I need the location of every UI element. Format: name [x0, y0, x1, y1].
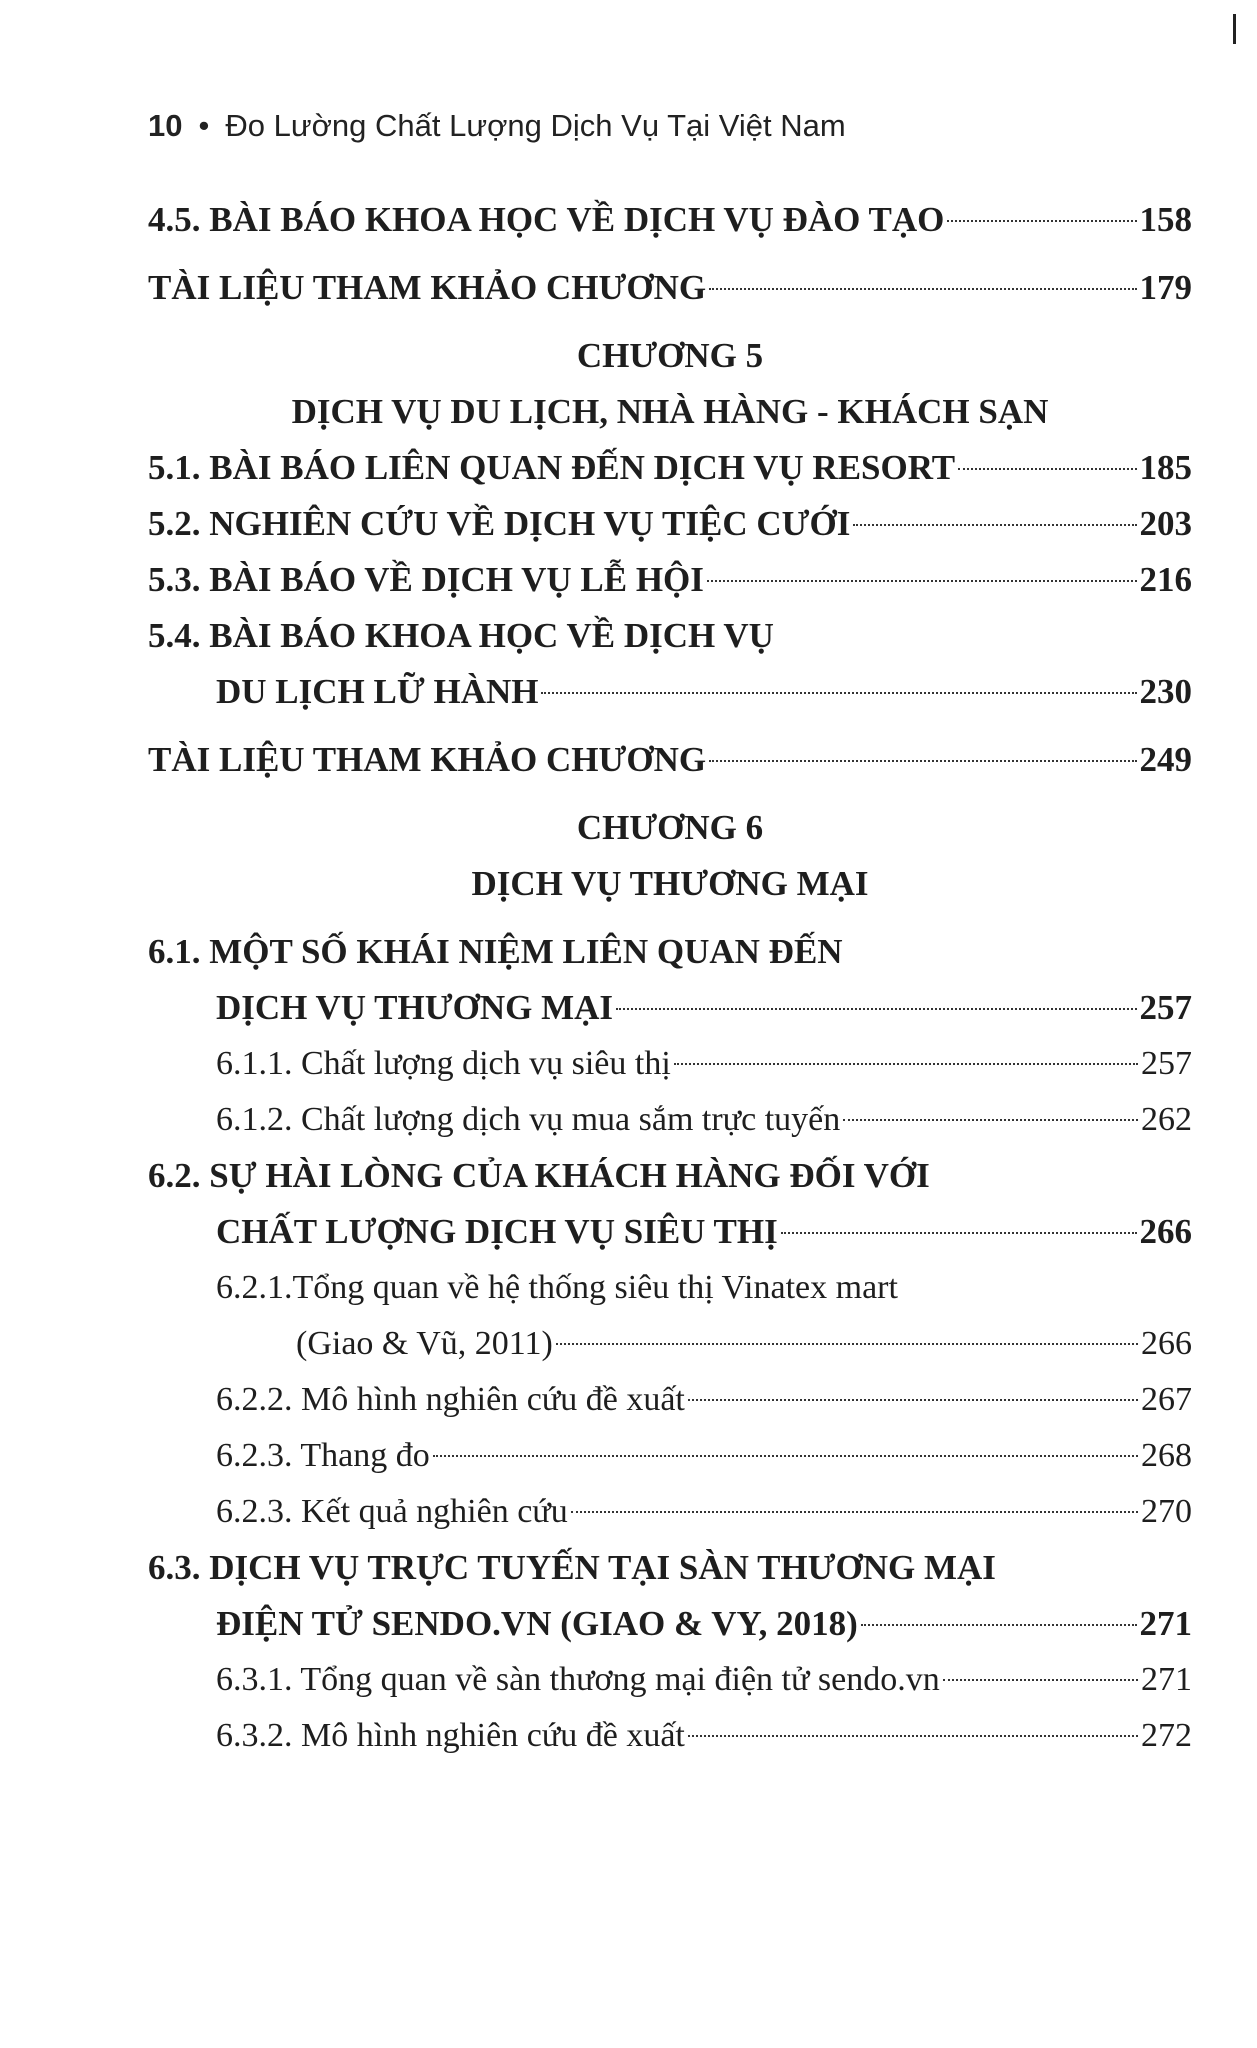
dot-leader — [433, 1455, 1138, 1457]
toc-entry-title-line2: DU LỊCH LỮ HÀNH — [216, 672, 539, 711]
dot-leader — [688, 1735, 1138, 1737]
toc-entry-references-ch5[interactable] — [148, 732, 1192, 788]
toc-entry-title: 6.3.1. Tổng quan về sàn thương mại điện tử sendo.vn — [216, 1661, 940, 1698]
toc-entry-title-line1: 6.2.1.Tổng quan về hệ thống siêu thị Vinatex mart — [216, 1269, 898, 1306]
toc-entry-page: 257 — [1141, 1045, 1192, 1082]
toc-entry-title: 5.3. BÀI BÁO VỀ DỊCH VỤ LỄ HỘI — [148, 560, 704, 599]
dot-leader — [541, 692, 1136, 694]
toc-entry-title: 6.1.1. Chất lượng dịch vụ siêu thị — [216, 1045, 671, 1082]
toc-entry-title: TÀI LIỆU THAM KHẢO CHƯƠNG — [148, 268, 707, 307]
toc-entry-6-2[interactable] — [148, 1148, 1192, 1260]
toc-entry-6-1-2[interactable] — [148, 1092, 1192, 1148]
toc-entry-title-line1: 6.3. DỊCH VỤ TRỰC TUYẾN TẠI SÀN THƯƠNG MẠI — [148, 1548, 996, 1587]
chapter-6-title: DỊCH VỤ THƯƠNG MẠI — [471, 864, 869, 903]
toc-entry-page: 271 — [1139, 1604, 1192, 1643]
toc-entry-title-line2: DỊCH VỤ THƯƠNG MẠI — [216, 988, 614, 1027]
toc-entry-5-2[interactable] — [148, 496, 1192, 552]
toc-entry-6-2-3-results[interactable] — [148, 1484, 1192, 1540]
toc-entry-5-3[interactable] — [148, 552, 1192, 608]
toc-entry-page: 272 — [1141, 1717, 1192, 1754]
toc-entry-title: 6.2.2. Mô hình nghiên cứu đề xuất — [216, 1381, 685, 1418]
toc-entry-page: 266 — [1141, 1325, 1192, 1362]
toc-entry-title-line2: ĐIỆN TỬ SENDO.VN (GIAO & VY, 2018) — [216, 1604, 858, 1643]
toc-entry-6-1[interactable] — [148, 924, 1192, 1036]
toc-entry-title: 5.1. BÀI BÁO LIÊN QUAN ĐẾN DỊCH VỤ RESORT — [148, 448, 956, 487]
toc-entry-page: 216 — [1139, 560, 1192, 599]
dot-leader — [709, 288, 1136, 290]
dot-leader — [943, 1679, 1138, 1681]
toc-entry-page: 158 — [1139, 200, 1192, 239]
toc-entry-5-4[interactable] — [148, 608, 1192, 720]
toc-entry-title: 6.2.3. Kết quả nghiên cứu — [216, 1493, 568, 1530]
dot-leader — [843, 1119, 1138, 1121]
running-title: Đo Lường Chất Lượng Dịch Vụ Tại Việt Nam — [225, 108, 846, 143]
toc-entry-6-1-1[interactable] — [148, 1036, 1192, 1092]
toc-entry-6-2-3-scale[interactable] — [148, 1428, 1192, 1484]
toc-entry-6-3[interactable] — [148, 1540, 1192, 1652]
dot-leader — [688, 1399, 1138, 1401]
header-separator: • — [198, 108, 210, 143]
chapter-5-title: DỊCH VỤ DU LỊCH, NHÀ HÀNG - KHÁCH SẠN — [291, 392, 1049, 431]
toc-entry-page: 257 — [1139, 988, 1192, 1027]
dot-leader — [616, 1008, 1136, 1010]
running-header — [148, 108, 846, 144]
toc-entry-title: 4.5. BÀI BÁO KHOA HỌC VỀ DỊCH VỤ ĐÀO TẠO — [148, 200, 945, 239]
dot-leader — [571, 1511, 1138, 1513]
toc-entry-page: 266 — [1139, 1212, 1192, 1251]
dot-leader — [853, 524, 1136, 526]
toc-entry-title-line2: CHẤT LƯỢNG DỊCH VỤ SIÊU THỊ — [216, 1212, 778, 1251]
dot-leader — [709, 760, 1136, 762]
dot-leader — [556, 1343, 1138, 1345]
toc-entry-title: 5.2. NGHIÊN CỨU VỀ DỊCH VỤ TIỆC CƯỚI — [148, 504, 851, 543]
toc-entry-title-line1: 6.1. MỘT SỐ KHÁI NIỆM LIÊN QUAN ĐẾN — [148, 932, 843, 971]
toc-entry-5-1[interactable] — [148, 440, 1192, 496]
dot-leader — [861, 1624, 1137, 1626]
toc-entry-page: 230 — [1139, 672, 1192, 711]
dot-leader — [707, 580, 1137, 582]
toc-entry-6-2-1[interactable] — [148, 1260, 1192, 1372]
scan-edge-mark — [1233, 14, 1236, 44]
chapter-5-label: CHƯƠNG 5 — [576, 336, 764, 375]
dot-leader — [947, 220, 1136, 222]
page-number: 10 — [148, 108, 183, 143]
toc-entry-title-line2: (Giao & Vũ, 2011) — [296, 1325, 553, 1362]
toc-entry-page: 179 — [1139, 268, 1192, 307]
toc-entry-title-line1: 5.4. BÀI BÁO KHOA HỌC VỀ DỊCH VỤ — [148, 616, 774, 655]
toc-entry-title: 6.3.2. Mô hình nghiên cứu đề xuất — [216, 1717, 685, 1754]
toc-entry-6-2-2[interactable] — [148, 1372, 1192, 1428]
dot-leader — [781, 1232, 1137, 1234]
toc-entry-title-line1: 6.2. SỰ HÀI LÒNG CỦA KHÁCH HÀNG ĐỐI VỚI — [148, 1156, 930, 1195]
toc-entry-6-3-2[interactable] — [148, 1708, 1192, 1764]
toc-entry-page: 271 — [1141, 1661, 1192, 1698]
toc-entry-references-ch4[interactable] — [148, 260, 1192, 316]
toc-entry-title: 6.1.2. Chất lượng dịch vụ mua sắm trực tuyến — [216, 1101, 841, 1138]
dot-leader — [674, 1063, 1138, 1065]
toc-entry-page: 185 — [1139, 448, 1192, 487]
toc-entry-6-3-1[interactable] — [148, 1652, 1192, 1708]
toc-entry-title: 6.2.3. Thang đo — [216, 1437, 430, 1474]
toc-entry-page: 268 — [1141, 1437, 1192, 1474]
toc-entry-4-5[interactable] — [148, 192, 1192, 248]
toc-entry-page: 270 — [1141, 1493, 1192, 1530]
table-of-contents — [148, 192, 1192, 1764]
toc-entry-title: TÀI LIỆU THAM KHẢO CHƯƠNG — [148, 740, 707, 779]
toc-entry-page: 203 — [1139, 504, 1192, 543]
toc-entry-page: 262 — [1141, 1101, 1192, 1138]
chapter-6-label: CHƯƠNG 6 — [576, 808, 764, 847]
dot-leader — [958, 468, 1136, 470]
toc-entry-page: 267 — [1141, 1381, 1192, 1418]
toc-entry-page: 249 — [1139, 740, 1192, 779]
